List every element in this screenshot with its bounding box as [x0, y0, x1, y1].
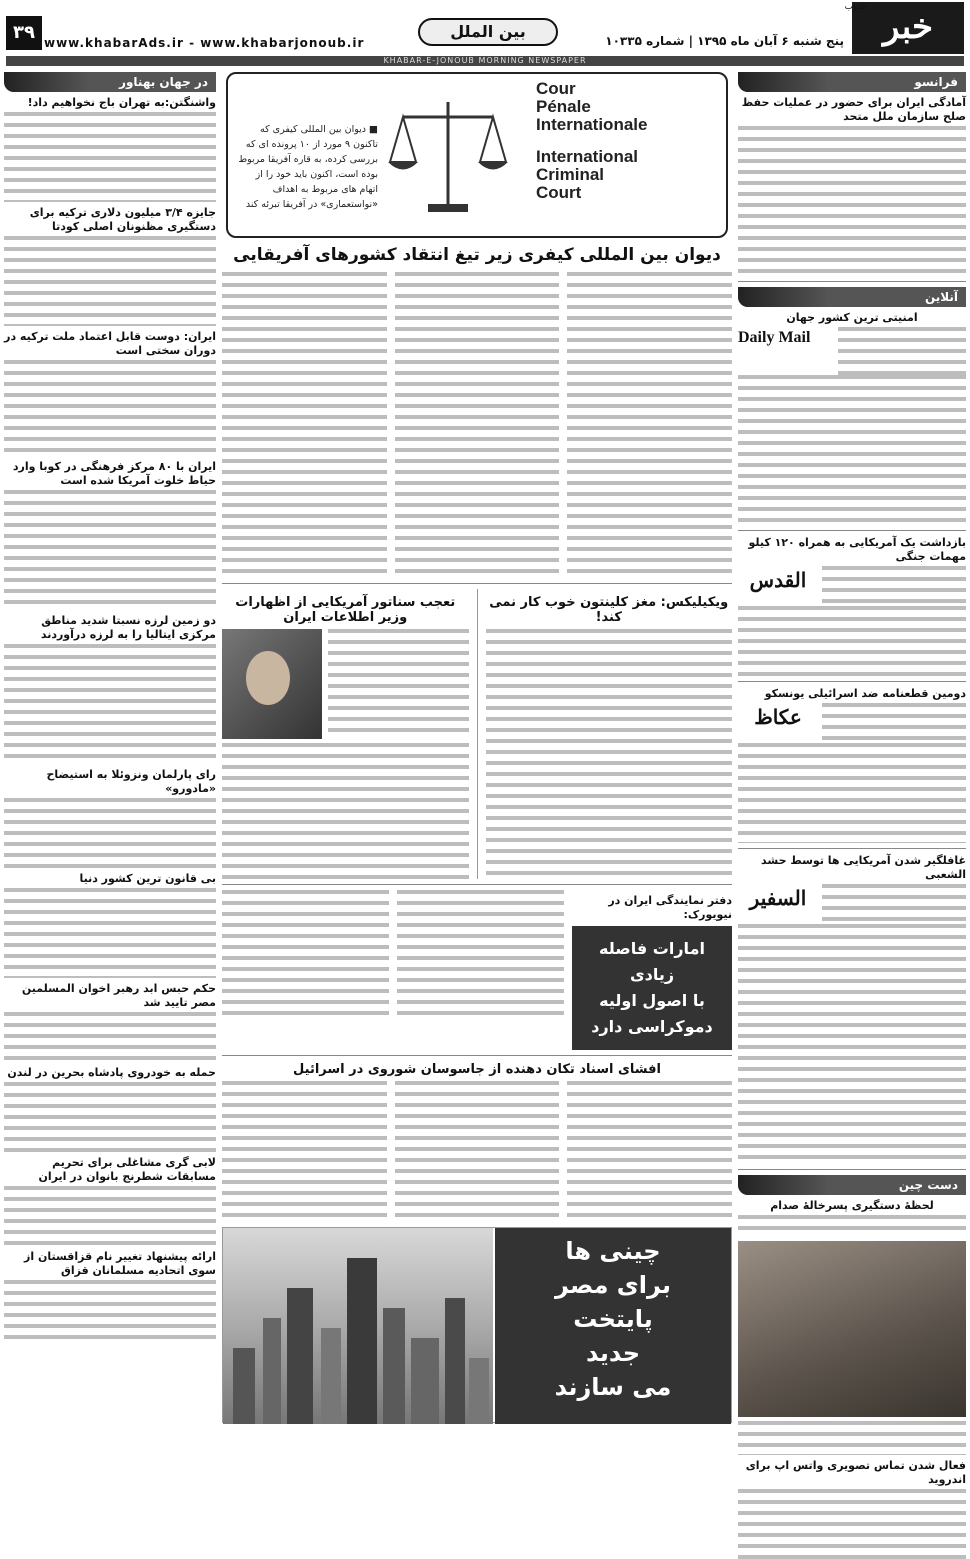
divider [738, 848, 966, 849]
online-tag: آنلاین [738, 287, 966, 307]
icc-caption: ■ دیوان بین المللی کیفری که تاکنون ۹ مورد از ۱۰ پرونده ای که بررسی کرده، به قاره آفریقا مربوط بوده است، اکنون باید خود را از اتهام های مربوط به اهداف «نواستعماری» در آفریقا تبرئه کند [238, 122, 378, 212]
france-headline: آمادگی ایران برای حضور در عملیات حفظ صلح سازمان ملل متحد [741, 96, 966, 123]
page-header [0, 0, 970, 56]
icc-main-headline: دیوان بین المللی کیفری زیر تیغ انتقاد کشورهای آفریقایی [233, 245, 721, 265]
left-column [4, 72, 216, 1427]
news-item-headline: حکم حبس ابد رهبر اخوان المسلمین مصر تایید شد [21, 982, 216, 1009]
news-item-body [4, 1082, 216, 1152]
wikileaks-article [486, 589, 733, 879]
news-item-headline: حمله به خودروی پادشاه بحرین در لندن [7, 1066, 216, 1079]
website-line[interactable]: www.khabarAds.ir - www.khabarjonoub.ir [44, 36, 365, 50]
saddam-lead [738, 1215, 966, 1237]
assafir-body [738, 924, 966, 1164]
news-item-headline: واشنگتن:به تهران باج نخواهیم داد! [27, 96, 216, 109]
assafir-headline: غافلگیر شدن آمریکایی ها توسط حشد الشعبی [761, 854, 966, 881]
spies-body-col-2 [395, 1081, 560, 1221]
skyline-icon [223, 1228, 493, 1424]
alquds-lead [822, 566, 966, 606]
news-item-body [4, 1186, 216, 1246]
senator-photo [222, 629, 322, 739]
divider [738, 681, 966, 682]
news-item-body [4, 1012, 216, 1062]
news-item-headline: ایران با ۸۰ مرکز فرهنگی در کوبا وارد حیاط خلوت آمریکا شده است [12, 460, 216, 487]
soviet-spies-headline: افشای اسناد تکان دهنده از جاسوسان شوروی در اسرائیل [293, 1062, 661, 1077]
assafir-masthead: السفير [749, 888, 807, 910]
france-tag: فرانسو [738, 72, 966, 92]
okaz-headline: دومین قطعنامه ضد اسرائیلی یونسکو [764, 687, 966, 700]
okaz-body [738, 743, 966, 843]
iran-rep-label: دفتر نمایندگی ایران در نیویورک: [608, 894, 732, 921]
news-item-body [4, 236, 216, 326]
senator-headline: تعجب سناتور آمریکایی از اظهارات وزیر اطلاعات ایران [235, 595, 456, 625]
news-item-body [4, 798, 216, 868]
iran-rep-body-1 [397, 890, 564, 1020]
divider [222, 884, 732, 885]
alquds-headline: بازداشت یک آمریکایی به همراه ۱۲۰ کیلو مهمات جنگی [748, 536, 966, 563]
icc-body-col-1 [567, 272, 732, 578]
news-item-body [4, 112, 216, 202]
assafir-lead [822, 884, 966, 924]
new-capital-photo [223, 1228, 493, 1424]
newspaper-logo: خبر [852, 2, 964, 54]
news-item-headline: لابی گری مشاغلی برای تحریم مسابقات شطرنج بانوان در ایران [38, 1156, 216, 1183]
egypt-capital-feature [222, 1227, 732, 1423]
senator-article [222, 589, 469, 879]
saddam-headline: لحظهٔ دستگیری پسرخالهٔ صدام [770, 1199, 934, 1212]
news-item-body [4, 644, 216, 764]
news-item-body [4, 888, 216, 978]
senator-body [222, 743, 469, 879]
senator-lead [328, 629, 469, 739]
dailymail-body [738, 375, 966, 525]
iran-rep-body-2 [222, 890, 389, 1020]
spies-body-col-3 [222, 1081, 387, 1221]
alquds-body [738, 606, 966, 676]
divider [738, 281, 966, 282]
alquds-masthead: القدس [749, 570, 807, 592]
china-egypt-headline: چینی ها برای مصر پایتخت جدید می سازند [554, 1237, 672, 1401]
news-item-body [4, 360, 216, 456]
middle-column [222, 72, 732, 1427]
dailymail-lead [838, 327, 966, 375]
iran-rep-article [572, 890, 732, 1050]
scales-of-justice-icon [388, 92, 508, 222]
news-item-headline: رای پارلمان ونزوئلا به استیضاح «مادورو» [46, 768, 216, 795]
news-item-headline: ارائه پیشنهاد تغییر نام قزاقستان از سوی اتحادیه مسلمانان قزاق [24, 1250, 216, 1277]
wikileaks-headline: ویکیلیکس: مغز کلینتون خوب کار نمی کند! [489, 595, 729, 625]
icc-logo-text: Cour Pénale Internationale International Criminal Court [536, 79, 648, 202]
divider [738, 1169, 966, 1170]
spies-body-col-1 [567, 1081, 732, 1221]
china-tag: دست چین [738, 1175, 966, 1195]
wikileaks-body [486, 629, 733, 879]
right-column [738, 72, 966, 1486]
news-item-body [4, 490, 216, 610]
news-item-headline: بی قانون ترین کشور دنیا [79, 872, 216, 885]
news-item-body [4, 1280, 216, 1340]
okaz-lead [822, 703, 966, 743]
icc-body-col-3 [222, 272, 387, 578]
divider [222, 583, 732, 584]
dailymail-masthead: Daily Mail [738, 329, 811, 346]
issue-date-line: پنج شنبه ۶ آبان ماه ۱۳۹۵ | شماره ۱۰۳۳۵ [605, 34, 844, 48]
iran-rep-highlight: امارات فاصله زیادی با اصول اولیه دموکراسی دارد [572, 926, 732, 1050]
okaz-masthead: عكاظ [754, 707, 802, 729]
section-title: بین الملل [418, 18, 558, 46]
saddam-photo [738, 1241, 966, 1417]
page-number: ۳۹ [6, 16, 42, 50]
logo-subtitle: جنوب [844, 2, 866, 12]
divider [738, 530, 966, 531]
dailymail-headline: امنیتی ترین کشور جهان [786, 311, 918, 324]
news-item-headline: دو زمین لرزه نسبتا شدید مناطق مرکزی ایتالیا را به لرزه درآوردند [40, 614, 216, 641]
icc-body-col-2 [395, 272, 560, 578]
saddam-caption [738, 1421, 966, 1455]
news-item-headline: ایران: دوست قابل اعتماد ملت ترکیه در دوران سختی است [4, 330, 216, 357]
icc-feature-box [226, 72, 728, 238]
news-item-headline: جایزه ۳/۴ میلیون دلاری ترکیه برای دستگیری مظنونان اصلی کودتا [29, 206, 216, 233]
whatsapp-headline: فعال شدن تماس تصویری واتس اپ برای اندروید [745, 1459, 966, 1486]
egypt-capital-dark-panel [495, 1228, 731, 1424]
france-body [738, 126, 966, 276]
world-tag: در جهان بهناور [4, 72, 216, 92]
whatsapp-body [738, 1489, 966, 1559]
masthead-band: KHABAR-E-JONOUB MORNING NEWSPAPER [6, 56, 964, 66]
divider [222, 1055, 732, 1056]
